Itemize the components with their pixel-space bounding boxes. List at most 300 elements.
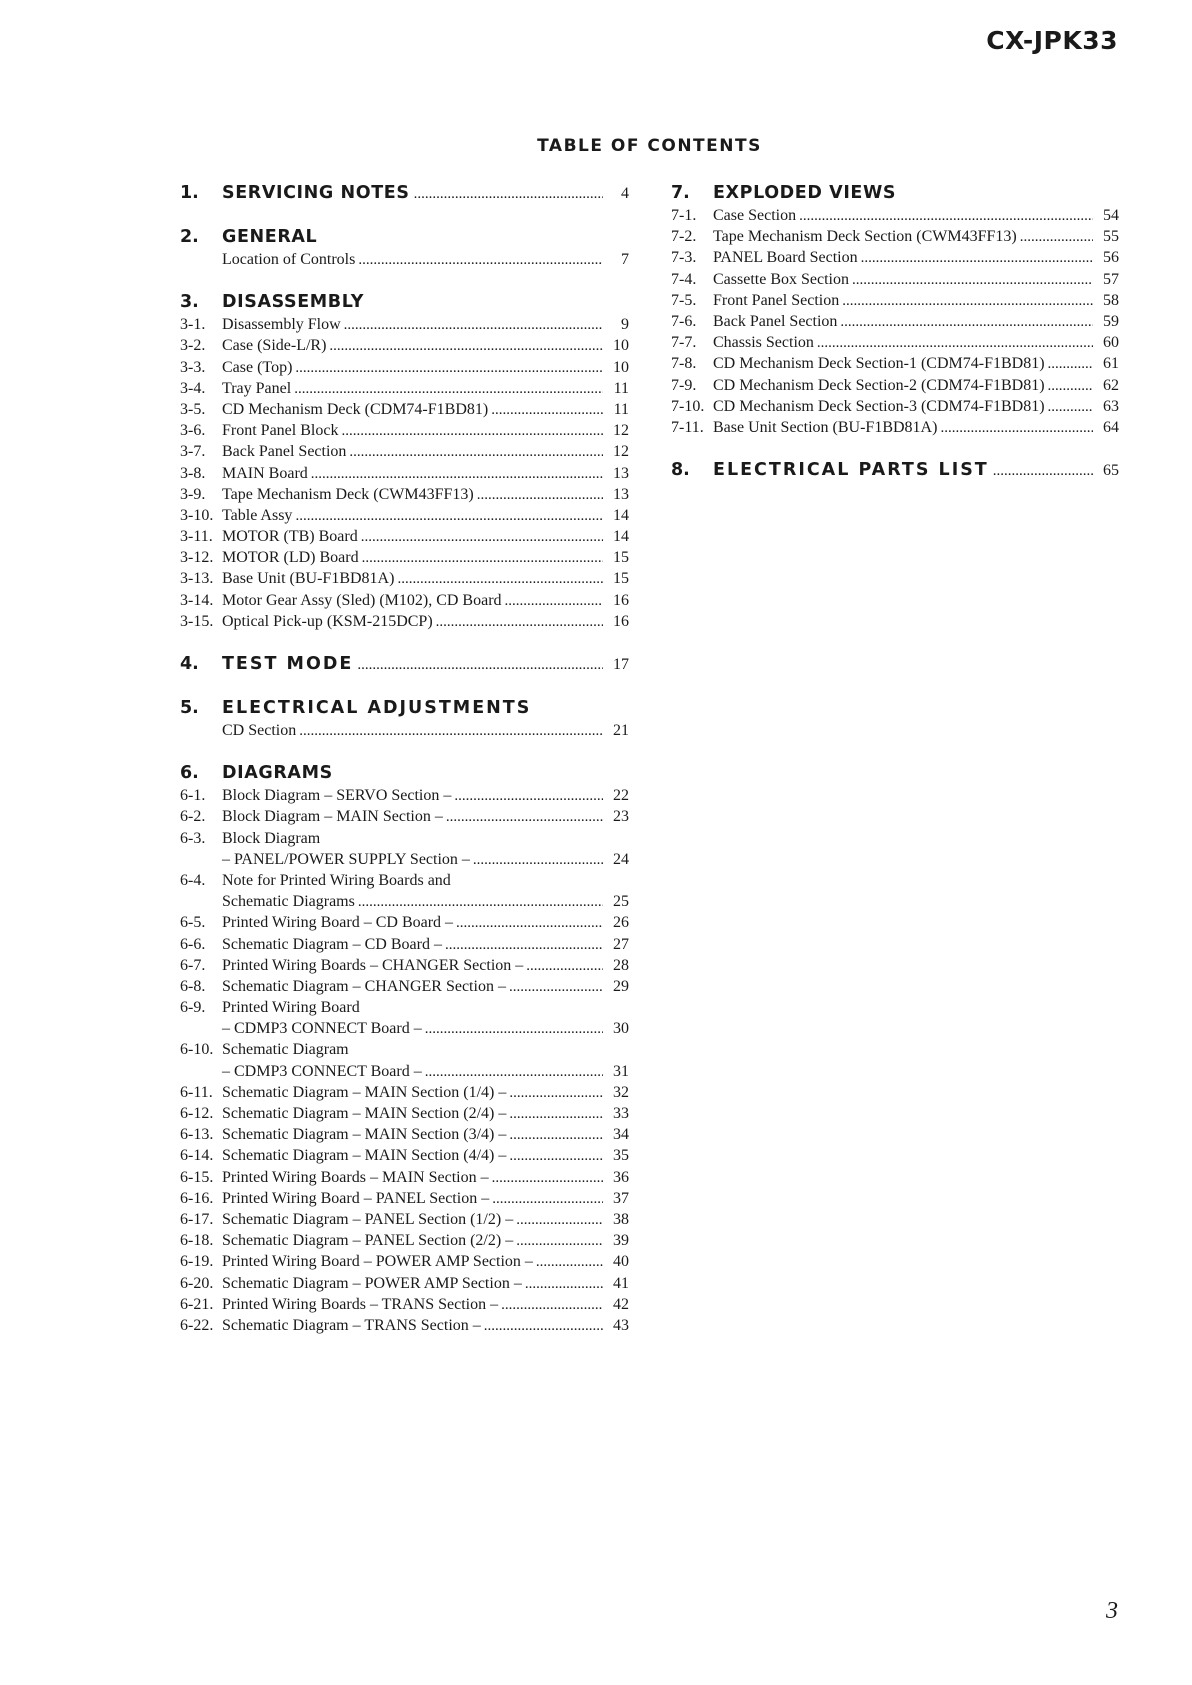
entry-number: 3-13. (180, 570, 214, 588)
toc-entry (180, 1018, 629, 1039)
entry-title: Base Unit Section (BU-F1BD81A) (713, 418, 938, 436)
toc-entry (180, 1230, 629, 1251)
entry-title: Front Panel Block (222, 422, 339, 440)
toc-entry (180, 547, 629, 568)
entry-number: 6-18. (180, 1232, 214, 1250)
section-number: 6. (180, 763, 199, 784)
page-ref: 33 (613, 1105, 629, 1122)
page-ref: 35 (613, 1147, 629, 1165)
toc-entry (180, 1273, 629, 1294)
toc-entry (180, 357, 629, 378)
entry-title: Schematic Diagrams (222, 893, 355, 911)
dot-leader (454, 786, 603, 807)
entry-number: 6-2. (180, 808, 206, 826)
toc-entry (671, 226, 1119, 247)
toc-entry (180, 976, 629, 997)
entry-title: Schematic Diagram – MAIN Section (2/4) – (222, 1105, 507, 1122)
section-title: ELECTRICAL PARTS LIST (713, 460, 989, 481)
page-ref: 34 (613, 1126, 629, 1144)
entry-title: – PANEL/POWER SUPPLY Section – (222, 850, 470, 868)
section-title: DISASSEMBLY (222, 292, 365, 313)
page-ref: 31 (613, 1062, 629, 1080)
entry-title: Front Panel Section (713, 291, 840, 309)
toc-entry (180, 505, 629, 526)
toc-entry (180, 1039, 629, 1060)
page-ref: 41 (613, 1274, 629, 1292)
page-ref: 17 (613, 656, 629, 673)
entry-title: Location of Controls (222, 251, 356, 268)
page-ref: 11 (613, 379, 629, 397)
toc-entry (180, 934, 629, 955)
page-ref: 11 (613, 400, 629, 418)
toc-entry (671, 417, 1119, 438)
toc-entry (180, 463, 629, 484)
section-number: 3. (180, 292, 199, 313)
page-ref: 63 (1103, 397, 1119, 415)
toc-entry (180, 1124, 629, 1145)
toc-entry (180, 1294, 629, 1315)
toc-entry (180, 997, 629, 1018)
page-ref: 43 (613, 1316, 629, 1334)
toc-entry (180, 314, 629, 335)
entry-title: Printed Wiring Board – CD Board – (222, 914, 454, 932)
entry-list (180, 249, 629, 270)
dot-leader (536, 1252, 603, 1273)
entry-number: 3-14. (180, 591, 214, 609)
entry-title: Back Panel Section (222, 443, 347, 461)
entry-number: 6-9. (180, 999, 206, 1017)
entry-number: 6-11. (180, 1083, 213, 1101)
dot-leader (509, 977, 603, 998)
dot-leader (358, 250, 603, 271)
section-number: 2. (180, 227, 199, 247)
section-test-mode (180, 652, 629, 676)
entry-title: Printed Wiring Boards – TRANS Section – (222, 1295, 499, 1313)
entry-title: CD Mechanism Deck Section-2 (CDM74-F1BD81) (713, 376, 1045, 394)
entry-title: Schematic Diagram – POWER AMP Section – (222, 1274, 522, 1292)
section-number: 1. (180, 183, 199, 203)
page-ref: 28 (613, 956, 629, 974)
entry-list (180, 314, 629, 632)
dot-leader (484, 1316, 603, 1337)
page-ref: 7 (621, 251, 629, 268)
entry-number: 6-17. (180, 1210, 214, 1228)
page-ref: 13 (613, 485, 629, 503)
dot-leader (358, 892, 603, 913)
toc-entry (671, 290, 1119, 311)
section-title: DIAGRAMS (222, 763, 333, 784)
toc-title: TABLE OF CONTENTS (537, 136, 762, 156)
dot-leader (473, 850, 603, 871)
dot-leader (526, 956, 603, 977)
page-ref: 4 (621, 185, 629, 202)
entry-number: 3-1. (180, 316, 206, 334)
section-heading (671, 458, 1119, 482)
toc-entry (180, 1188, 629, 1209)
page-ref: 64 (1103, 418, 1119, 436)
toc-entry (180, 1061, 629, 1082)
page-ref: 61 (1103, 355, 1119, 373)
page-ref: 10 (613, 337, 629, 355)
page-ref: 12 (613, 422, 629, 440)
entry-number: 7-7. (671, 334, 697, 352)
entry-title: Block Diagram – MAIN Section – (222, 808, 443, 826)
page-ref: 27 (613, 935, 629, 953)
dot-leader (1020, 227, 1093, 248)
section-heading (180, 225, 629, 249)
dot-leader (436, 612, 603, 633)
page-number: 3 (1106, 1598, 1118, 1624)
entry-title: Table Assy (222, 506, 293, 524)
toc-entry (180, 1145, 629, 1166)
dot-leader (993, 459, 1093, 483)
entry-title: Cassette Box Section (713, 270, 849, 288)
dot-leader (852, 270, 1093, 291)
page-ref: 42 (613, 1295, 629, 1313)
toc-right-column (671, 181, 1119, 502)
dot-leader (1048, 354, 1093, 375)
entry-number: 6-16. (180, 1189, 214, 1207)
entry-title: Chassis Section (713, 334, 814, 352)
entry-title: CD Mechanism Deck Section-3 (CDM74-F1BD81) (713, 397, 1045, 415)
entry-title: Schematic Diagram (222, 1041, 349, 1059)
entry-number: 3-10. (180, 506, 214, 524)
section-heading (180, 290, 629, 314)
dot-leader (516, 1210, 603, 1231)
entry-number: 3-2. (180, 337, 206, 355)
entry-number: 3-8. (180, 464, 206, 482)
dot-leader (492, 1168, 603, 1189)
entry-number: 3-15. (180, 612, 214, 630)
page-ref: 56 (1103, 249, 1119, 267)
entry-list (671, 205, 1119, 438)
entry-title: Motor Gear Assy (Sled) (M102), CD Board (222, 591, 502, 609)
dot-leader (397, 569, 603, 590)
entry-list (180, 785, 629, 1336)
page-ref: 54 (1103, 207, 1119, 224)
page-ref: 58 (1103, 291, 1119, 309)
entry-title: Base Unit (BU-F1BD81A) (222, 570, 395, 588)
entry-number: 6-15. (180, 1168, 214, 1186)
entry-number: 3-5. (180, 400, 206, 418)
entry-title: Disassembly Flow (222, 316, 341, 334)
toc-entry (180, 870, 629, 891)
page-ref: 13 (613, 464, 629, 482)
page-ref: 14 (613, 528, 629, 546)
page-ref: 15 (613, 570, 629, 588)
dot-leader (799, 206, 1093, 227)
toc-entry (180, 441, 629, 462)
page-ref: 9 (621, 316, 629, 334)
entry-number: 6-6. (180, 935, 206, 953)
section-general (180, 225, 629, 270)
toc-entry (180, 720, 629, 741)
toc-entry (671, 247, 1119, 268)
dot-leader (525, 1274, 603, 1295)
dot-leader (861, 248, 1093, 269)
dot-leader (1048, 397, 1093, 418)
entry-number: 6-7. (180, 956, 206, 974)
entry-number: 6-20. (180, 1274, 214, 1292)
section-heading (180, 761, 629, 785)
page-ref: 39 (613, 1232, 629, 1250)
toc-entry (180, 891, 629, 912)
entry-number: 3-12. (180, 549, 214, 567)
dot-leader (294, 379, 603, 400)
toc-entry (671, 353, 1119, 374)
section-number: 5. (180, 698, 199, 718)
dot-leader (505, 591, 603, 612)
dot-leader (344, 315, 603, 336)
entry-title: Optical Pick-up (KSM-215DCP) (222, 612, 433, 630)
dot-leader (477, 485, 603, 506)
toc-entry (180, 955, 629, 976)
entry-number: 7-4. (671, 270, 697, 288)
toc-entry (180, 785, 629, 806)
page-ref: 21 (613, 722, 629, 739)
entry-title: Printed Wiring Board (222, 999, 360, 1017)
entry-number: 7-11. (671, 418, 704, 436)
page-ref: 32 (613, 1083, 629, 1101)
toc-entry (671, 332, 1119, 353)
entry-list (180, 720, 629, 741)
toc-entry (180, 611, 629, 632)
section-disassembly (180, 290, 629, 632)
entry-number: 6-22. (180, 1316, 214, 1334)
section-title: SERVICING NOTES (222, 183, 410, 203)
dot-leader (509, 1083, 603, 1104)
entry-title: Case Section (713, 207, 797, 224)
section-title: ELECTRICAL ADJUSTMENTS (222, 698, 532, 718)
entry-title: CD Mechanism Deck Section-1 (CDM74-F1BD81) (713, 355, 1045, 373)
dot-leader (445, 935, 603, 956)
dot-leader (425, 1019, 603, 1040)
toc-entry (180, 420, 629, 441)
entry-number: 6-21. (180, 1295, 214, 1313)
page-ref: 38 (613, 1210, 629, 1228)
entry-title: Tape Mechanism Deck Section (CWM43FF13) (713, 228, 1017, 246)
toc-entry (180, 849, 629, 870)
dot-leader (295, 358, 603, 379)
section-heading (180, 652, 629, 676)
page-ref: 36 (613, 1168, 629, 1186)
page-ref: 60 (1103, 334, 1119, 352)
toc-entry (180, 335, 629, 356)
entry-title: Block Diagram – SERVO Section – (222, 787, 452, 805)
page-ref: 25 (613, 893, 629, 911)
dot-leader (1048, 376, 1093, 397)
page-ref: 22 (613, 787, 629, 805)
entry-title: Tape Mechanism Deck (CWM43FF13) (222, 485, 474, 503)
toc-entry (180, 828, 629, 849)
dot-leader (446, 807, 603, 828)
section-number: 4. (180, 654, 199, 674)
toc-entry (180, 912, 629, 933)
entry-title: Schematic Diagram – MAIN Section (1/4) – (222, 1083, 507, 1101)
toc-entry (671, 269, 1119, 290)
entry-title: Schematic Diagram – CHANGER Section – (222, 977, 506, 995)
entry-title: Schematic Diagram – TRANS Section – (222, 1316, 481, 1334)
page-ref: 24 (613, 850, 629, 868)
entry-number: 7-5. (671, 291, 697, 309)
toc-entry (180, 1251, 629, 1272)
dot-leader (509, 1104, 603, 1125)
entry-number: 6-12. (180, 1105, 214, 1122)
entry-number: 7-8. (671, 355, 697, 373)
page-ref: 15 (613, 549, 629, 567)
entry-number: 7-3. (671, 249, 697, 267)
entry-title: MOTOR (TB) Board (222, 528, 358, 546)
entry-number: 6-19. (180, 1253, 214, 1271)
entry-number: 7-6. (671, 312, 697, 330)
page-ref: 37 (613, 1189, 629, 1207)
entry-number: 7-1. (671, 207, 697, 224)
dot-leader (349, 442, 603, 463)
entry-title: Back Panel Section (713, 312, 838, 330)
dot-leader (492, 1189, 603, 1210)
entry-number: 6-1. (180, 787, 206, 805)
toc-entry (180, 378, 629, 399)
dot-leader (341, 421, 603, 442)
entry-title: Schematic Diagram – PANEL Section (2/2) – (222, 1232, 514, 1250)
entry-title: Printed Wiring Boards – CHANGER Section – (222, 956, 524, 974)
section-heading (671, 181, 1119, 205)
toc-left-column (180, 181, 629, 1356)
entry-title: Tray Panel (222, 379, 292, 397)
toc-entry (180, 249, 629, 270)
section-heading (180, 696, 629, 720)
dot-leader (329, 336, 603, 357)
page-ref: 29 (613, 977, 629, 995)
toc-entry (180, 484, 629, 505)
entry-number: 3-4. (180, 379, 206, 397)
entry-number: 6-4. (180, 871, 206, 889)
toc-entry (180, 806, 629, 827)
entry-title: Note for Printed Wiring Boards and (222, 871, 451, 889)
section-title: GENERAL (222, 227, 318, 247)
section-servicing-notes (180, 181, 629, 205)
toc-entry (180, 1082, 629, 1103)
toc-entry (180, 1167, 629, 1188)
page-ref: 65 (1103, 462, 1119, 480)
entry-number: 3-7. (180, 443, 206, 461)
entry-title: MAIN Board (222, 464, 308, 482)
section-number: 7. (671, 183, 690, 203)
section-title: EXPLODED VIEWS (713, 183, 897, 203)
entry-title: Case (Side-L/R) (222, 337, 327, 355)
dot-leader (842, 291, 1093, 312)
section-diagrams (180, 761, 629, 1336)
entry-number: 6-8. (180, 977, 206, 995)
page-ref: 40 (613, 1253, 629, 1271)
dot-leader (509, 1146, 603, 1167)
entry-title: Schematic Diagram – CD Board – (222, 935, 442, 953)
entry-number: 7-9. (671, 376, 697, 394)
entry-title: Printed Wiring Board – PANEL Section – (222, 1189, 490, 1207)
toc-entry (671, 375, 1119, 396)
entry-title: Printed Wiring Board – POWER AMP Section – (222, 1253, 533, 1271)
dot-leader (817, 333, 1093, 354)
toc-entry (180, 568, 629, 589)
entry-title: CD Mechanism Deck (CDM74-F1BD81) (222, 400, 489, 418)
page-ref: 30 (613, 1020, 629, 1038)
entry-number: 6-13. (180, 1126, 214, 1144)
toc-entry (671, 205, 1119, 226)
section-title: TEST MODE (222, 654, 354, 674)
entry-title: Block Diagram (222, 829, 321, 847)
toc-entry (180, 1209, 629, 1230)
section-heading (180, 181, 629, 205)
dot-leader (516, 1231, 603, 1252)
dot-leader (311, 464, 603, 485)
entry-title: Schematic Diagram – MAIN Section (3/4) – (222, 1126, 507, 1144)
page-ref: 12 (613, 443, 629, 461)
toc-entry (671, 396, 1119, 417)
entry-number: 6-5. (180, 914, 206, 932)
dot-leader (362, 548, 603, 569)
entry-number: 3-3. (180, 358, 206, 376)
entry-number: 3-6. (180, 422, 206, 440)
section-exploded-views (671, 181, 1119, 438)
entry-title: – CDMP3 CONNECT Board – (222, 1020, 422, 1038)
entry-number: 3-11. (180, 528, 213, 546)
toc-entry (180, 1103, 629, 1124)
entry-title: Schematic Diagram – MAIN Section (4/4) – (222, 1147, 507, 1165)
dot-leader (361, 527, 603, 548)
entry-number: 6-10. (180, 1041, 214, 1059)
page-ref: 55 (1103, 228, 1119, 246)
dot-leader (425, 1062, 603, 1083)
entry-number: 6-14. (180, 1147, 214, 1165)
section-electrical-adjustments (180, 696, 629, 741)
section-number: 8. (671, 460, 690, 481)
entry-title: PANEL Board Section (713, 249, 858, 267)
model-number: CX-JPK33 (986, 26, 1118, 55)
entry-number: 7-10. (671, 397, 705, 415)
page-ref: 16 (613, 591, 629, 609)
dot-leader (840, 312, 1093, 333)
entry-number: 7-2. (671, 228, 697, 246)
page-ref: 57 (1103, 270, 1119, 288)
dot-leader (295, 506, 603, 527)
toc-entry (180, 1315, 629, 1336)
page-ref: 62 (1103, 376, 1119, 394)
entry-title: – CDMP3 CONNECT Board – (222, 1062, 422, 1080)
toc-entry (180, 590, 629, 611)
toc-entry (671, 311, 1119, 332)
entry-title: CD Section (222, 722, 297, 739)
toc-entry (180, 526, 629, 547)
section-electrical-parts-list (671, 458, 1119, 482)
dot-leader (501, 1295, 603, 1316)
entry-title: Schematic Diagram – PANEL Section (1/2) – (222, 1210, 514, 1228)
dot-leader (299, 721, 603, 742)
entry-title: Case (Top) (222, 358, 293, 376)
dot-leader (491, 400, 603, 421)
entry-number: 3-9. (180, 485, 206, 503)
page-ref: 26 (613, 914, 629, 932)
page-ref: 14 (613, 506, 629, 524)
page-ref: 23 (613, 808, 629, 826)
dot-leader (509, 1125, 603, 1146)
dot-leader (456, 913, 603, 934)
toc-entry (180, 399, 629, 420)
page-ref: 16 (613, 612, 629, 630)
entry-title: Printed Wiring Boards – MAIN Section – (222, 1168, 489, 1186)
entry-number: 6-3. (180, 829, 206, 847)
page-ref: 10 (613, 358, 629, 376)
entry-title: MOTOR (LD) Board (222, 549, 359, 567)
